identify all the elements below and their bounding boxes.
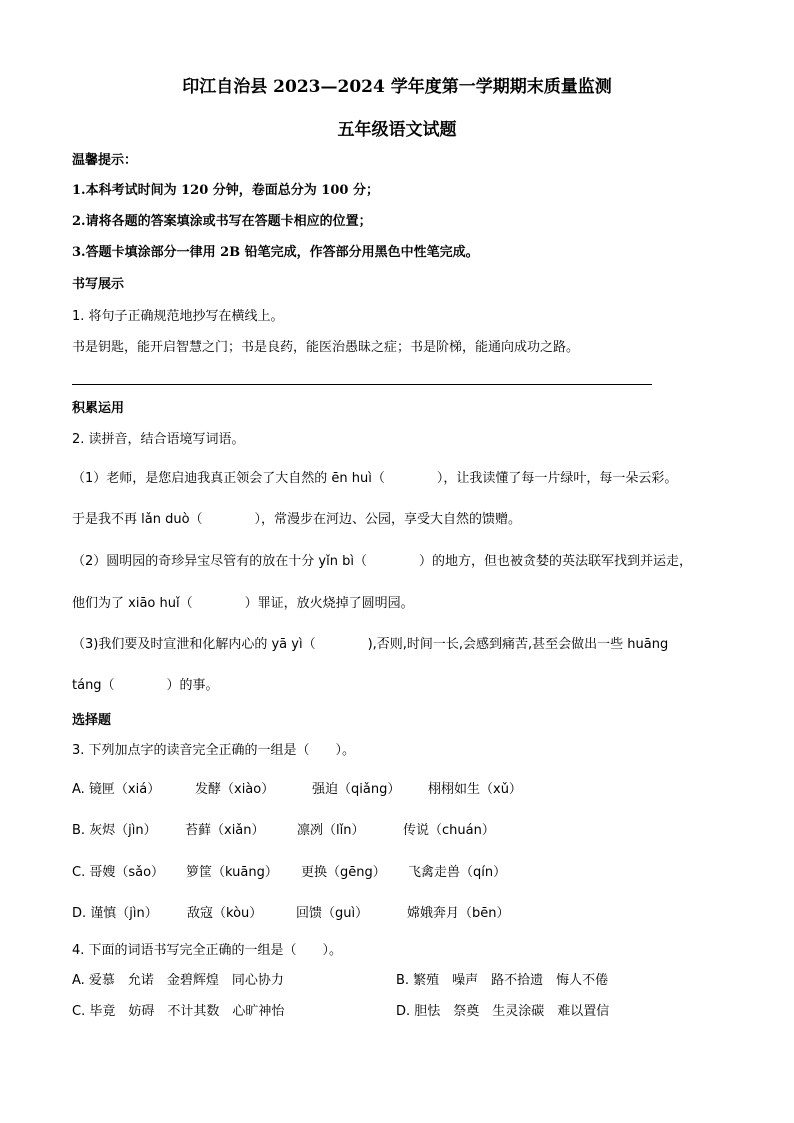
copy-sentence: 书是钥匙，能开启智慧之门；书是良药，能医治愚昧之症；书是阶梯，能通向成功之路。 — [72, 340, 580, 355]
q4-option-b: B. 繁殖 噪声 路不拾遗 悔人不倦 — [396, 973, 609, 988]
q3-option-c: 更换（gēng） — [301, 865, 386, 880]
q2-line: （3)我们要及时宣泄和化解内心的 yā yì（ ),否则,时间一长,会感到痛苦,甚至会做出一些 huāng — [72, 637, 669, 652]
exam-title: 印江自治县 2023—2024 学年度第一学期期末质量监测 — [182, 77, 612, 97]
q4-option-a: A. 爱慕 允诺 金碧辉煌 同心协力 — [72, 973, 284, 988]
q3-option-d: 嫦娥奔月（bēn） — [407, 906, 510, 921]
q3-option-a: 发酵（xiào） — [195, 782, 275, 797]
section-heading-writing: 书写展示 — [72, 277, 125, 292]
tip-item: 1.本科考试时间为 120 分钟，卷面总分为 100 分； — [72, 183, 379, 198]
q3-option-b: 传说（chuán） — [403, 823, 495, 838]
q2-line: （1）老师，是您启迪我真正领会了大自然的 ēn huì（ ），让我读懂了每一片绿叶，每一朵云彩。 — [72, 471, 678, 486]
q3-option-c: 飞禽走兽（qín） — [408, 865, 507, 880]
exam-subtitle: 五年级语文试题 — [337, 120, 457, 140]
tip-item: 2.请将各题的答案填涂或书写在答题卡相应的位置； — [72, 214, 372, 229]
section-heading-choice: 选择题 — [72, 713, 112, 728]
question-3: 3. 下列加点字的读音完全正确的一组是（ ）。 — [72, 743, 356, 758]
q4-option-d: D. 胆怯 祭奠 生灵涂碳 难以置信 — [396, 1004, 610, 1019]
q3-option-c: C. 哥嫂（sǎo） — [72, 865, 165, 880]
tips-heading: 温馨提示： — [72, 153, 138, 168]
q2-line: 于是我不再 lǎn duò（ ），常漫步在河边、公园，享受大自然的馈赠。 — [72, 512, 522, 527]
q4-option-c: C. 毕竟 妨碍 不计其数 心旷神怡 — [72, 1004, 285, 1019]
q2-line: 他们为了 xiāo huǐ（ ）罪证，放火烧掉了圆明园。 — [72, 596, 414, 611]
section-heading-accumulation: 积累运用 — [72, 401, 125, 416]
q3-option-a: 栩栩如生（xǔ） — [428, 782, 522, 797]
answer-line — [72, 384, 652, 385]
q3-option-a: 强迫（qiǎng） — [312, 782, 401, 797]
q3-option-d: D. 谨慎（jìn） — [72, 906, 158, 921]
question-4: 4. 下面的词语书写完全正确的一组是（ ）。 — [72, 943, 343, 958]
q3-option-d: 敌寇（kòu） — [187, 906, 263, 921]
q2-line: táng（ ）的事。 — [72, 678, 219, 693]
q3-option-b: B. 灰烬（jìn） — [72, 823, 157, 838]
q2-line: （2）圆明园的奇珍异宝尽管有的放在十分 yǐn bì（ ）的地方，但也被贪婪的英法联军找到并运走， — [72, 554, 692, 569]
q3-option-b: 凛冽（lǐn） — [297, 823, 365, 838]
q3-option-a: A. 镜匣（xiá） — [72, 782, 161, 797]
tip-item: 3.答题卡填涂部分一律用 2B 铅笔完成，作答部分用黑色中性笔完成。 — [72, 245, 479, 260]
q3-option-b: 苔藓（xiǎn） — [185, 823, 265, 838]
q3-option-d: 回馈（guì） — [296, 906, 369, 921]
question-2: 2. 读拼音，结合语境写词语。 — [72, 432, 245, 447]
question-1: 1. 将句子正确规范地抄写在横线上。 — [72, 309, 284, 324]
q3-option-c: 箩筐（kuāng） — [186, 865, 278, 880]
